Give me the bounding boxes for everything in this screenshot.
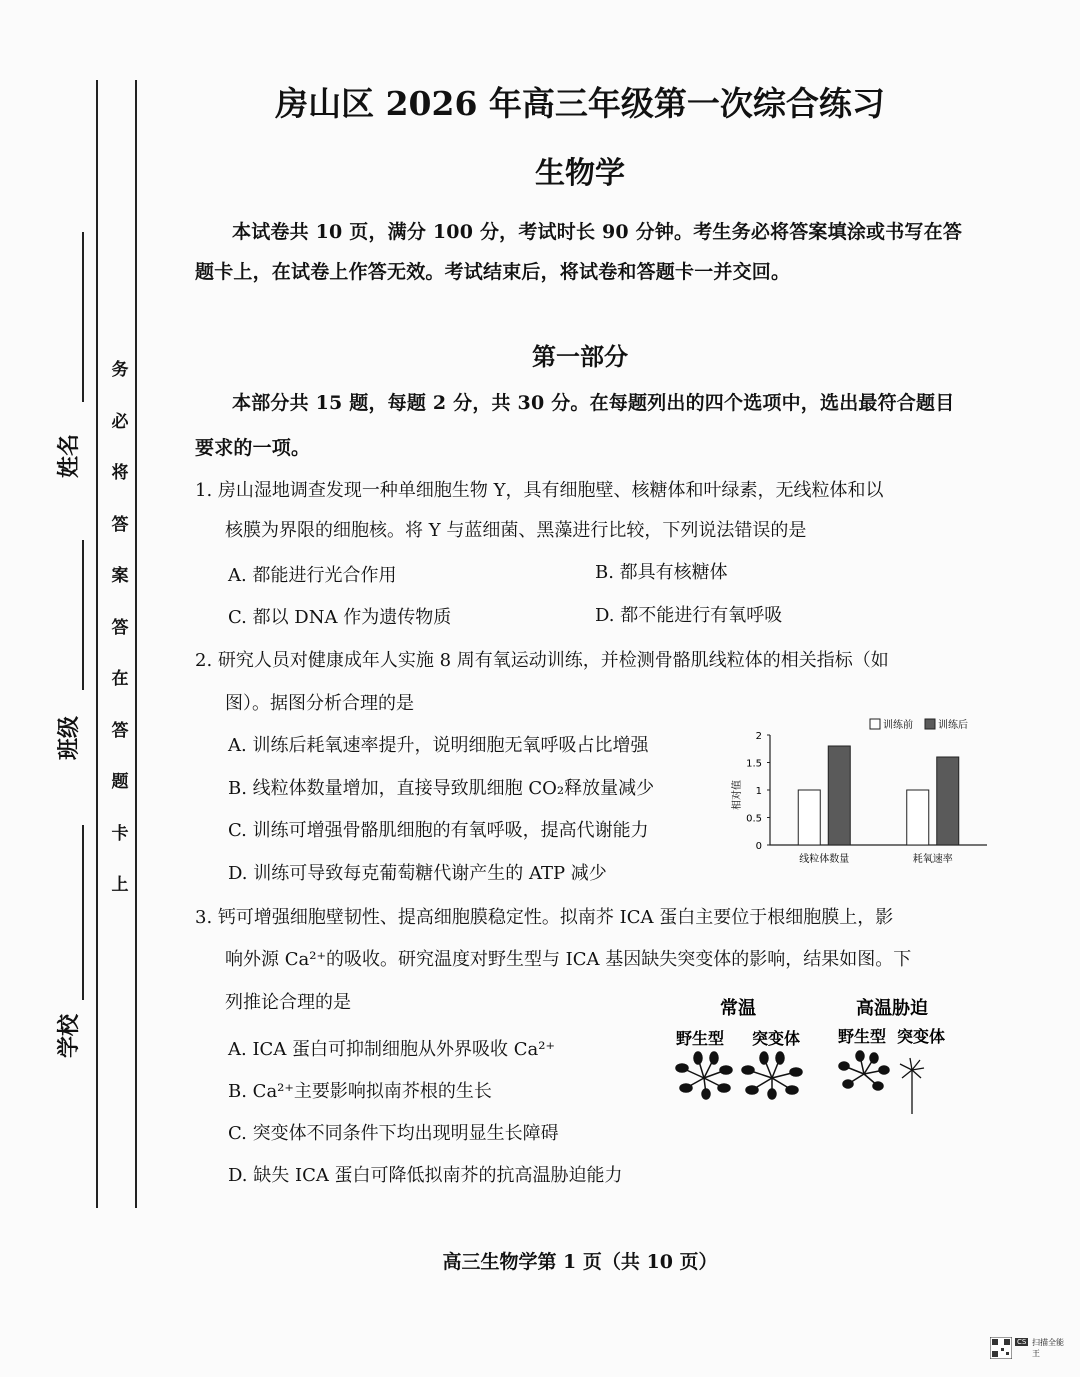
y-tick-label: 1 (755, 786, 762, 797)
q3-option-d[interactable]: D. 缺失 ICA 蛋白可降低拟南芥的抗高温胁迫能力 (228, 1165, 623, 1186)
school-blank-line[interactable] (82, 825, 84, 1000)
y-tick-label: 0.5 (746, 813, 762, 825)
wild-type-label: 野生型 (676, 1029, 725, 1048)
part-heading: 第一部分 (532, 342, 628, 371)
legend-swatch-before (870, 719, 880, 729)
legend-label-before: 训练前 (883, 720, 913, 731)
part-intro-line: 本部分共 15 题，每题 2 分，共 30 分。在每题列出的四个选项中，选出最符合题目 (232, 392, 955, 414)
y-tick-label: 1.5 (746, 758, 762, 770)
q3-option-a[interactable]: A. ICA 蛋白可抑制细胞从外界吸收 Ca²⁺ (228, 1039, 555, 1060)
wild-type-label: 野生型 (838, 1027, 887, 1046)
notice-char: 上 (111, 875, 129, 895)
q2-stem: 2. 研究人员对健康成年人实施 8 周有氧运动训练，并检测骨骼肌线粒体的相关指标（如 (195, 650, 889, 671)
notice-char: 将 (111, 463, 129, 483)
name-blank-line[interactable] (82, 232, 84, 402)
y-axis-label: 相对值 (732, 780, 743, 810)
school-label: 学校 (56, 1013, 82, 1058)
q3-stem: 响外源 Ca²⁺的吸收。研究温度对野生型与 ICA 基因缺失突变体的影响，结果如图。下 (225, 949, 912, 970)
q2-option-b[interactable]: B. 线粒体数量增加，直接导致肌细胞 CO₂释放量减少 (228, 778, 655, 799)
q3-plant-figure (660, 990, 960, 1120)
part-intro-line: 要求的一项。 (195, 437, 311, 459)
legend-swatch-after (925, 719, 935, 729)
q2-bar-chart (725, 715, 995, 875)
class-label: 班级 (56, 715, 82, 760)
q1-stem: 1. 房山湿地调查发现一种单细胞生物 Y，具有细胞壁、核糖体和叶绿素，无线粒体和以 (195, 480, 884, 501)
plant-wild-heat (839, 1051, 889, 1090)
binding-notice (110, 360, 130, 927)
q3-stem: 3. 钙可增强细胞壁韧性、提高细胞膜稳定性。拟南芥 ICA 蛋白主要位于根细胞膜上，影 (195, 907, 894, 928)
margin-rule-inner (135, 80, 137, 1208)
subject-title: 生物学 (535, 156, 625, 191)
q3-stem: 列推论合理的是 (225, 992, 351, 1013)
q3-option-c[interactable]: C. 突变体不同条件下均出现明显生长障碍 (228, 1123, 559, 1144)
margin-rule-outer (96, 80, 98, 1208)
mutant-label: 突变体 (897, 1027, 946, 1046)
y-tick-label: 0 (755, 841, 762, 852)
q1-option-d[interactable]: D. 都不能进行有氧呼吸 (595, 605, 783, 626)
condition-heat-label: 高温胁迫 (856, 998, 928, 1019)
notice-char: 在 (111, 669, 129, 689)
mutant-label: 突变体 (752, 1029, 801, 1048)
notice-char: 答 (111, 617, 129, 638)
page-footer: 高三生物学第 1 页（共 10 页） (442, 1251, 718, 1273)
bar-after-0 (828, 746, 850, 845)
q3-option-b[interactable]: B. Ca²⁺主要影响拟南芥根的生长 (228, 1081, 492, 1102)
cs-logo: CS (1017, 1338, 1027, 1346)
condition-normal-label: 常温 (720, 998, 756, 1019)
instructions-line: 题卡上，在试卷上作答无效。考试结束后，将试卷和答题卡一并交回。 (195, 261, 791, 283)
q2-stem: 图）。据图分析合理的是 (225, 693, 414, 714)
bar-after-1 (937, 757, 959, 845)
instructions-line: 本试卷共 10 页，满分 100 分，考试时长 90 分钟。考生务必将答案填涂或书写在答 (232, 221, 963, 243)
plant-wild-normal (676, 1052, 732, 1099)
exam-title: 房山区 2026 年高三年级第一次综合练习 (275, 84, 885, 123)
notice-char: 必 (111, 411, 129, 432)
y-tick-label: 2 (755, 731, 762, 742)
q2-option-a[interactable]: A. 训练后耗氧速率提升，说明细胞无氧呼吸占比增强 (228, 735, 649, 756)
q2-option-c[interactable]: C. 训练可增强骨骼肌细胞的有氧呼吸，提高代谢能力 (228, 820, 649, 841)
notice-char: 案 (111, 566, 129, 586)
notice-char: 答 (111, 514, 129, 535)
brand-label: 扫描全能王 (1032, 1338, 1064, 1358)
legend-label-after: 训练后 (938, 720, 968, 731)
q1-option-c[interactable]: C. 都以 DNA 作为遗传物质 (228, 607, 452, 628)
bar-before-1 (907, 790, 929, 845)
q1-stem: 核膜为界限的细胞核。将 Y 与蓝细菌、黑藻进行比较，下列说法错误的是 (225, 520, 807, 541)
q2-option-d[interactable]: D. 训练可导致每克葡萄糖代谢产生的 ATP 减少 (228, 863, 607, 884)
x-category-label: 线粒体数量 (799, 854, 850, 865)
notice-char: 答 (111, 720, 129, 741)
plant-mutant-normal (742, 1052, 802, 1099)
x-category-label: 耗氧速率 (912, 854, 953, 865)
q1-option-b[interactable]: B. 都具有核糖体 (595, 562, 728, 583)
notice-char: 题 (111, 772, 129, 792)
scanner-watermark (990, 1335, 1070, 1361)
notice-char: 卡 (111, 823, 129, 844)
plant-mutant-heat (900, 1058, 924, 1114)
class-blank-line[interactable] (82, 540, 84, 690)
notice-char: 务 (111, 360, 129, 380)
bar-before-0 (798, 790, 820, 845)
q1-option-a[interactable]: A. 都能进行光合作用 (228, 565, 397, 586)
name-label: 姓名 (56, 433, 82, 478)
qr-code-icon (990, 1337, 1012, 1359)
